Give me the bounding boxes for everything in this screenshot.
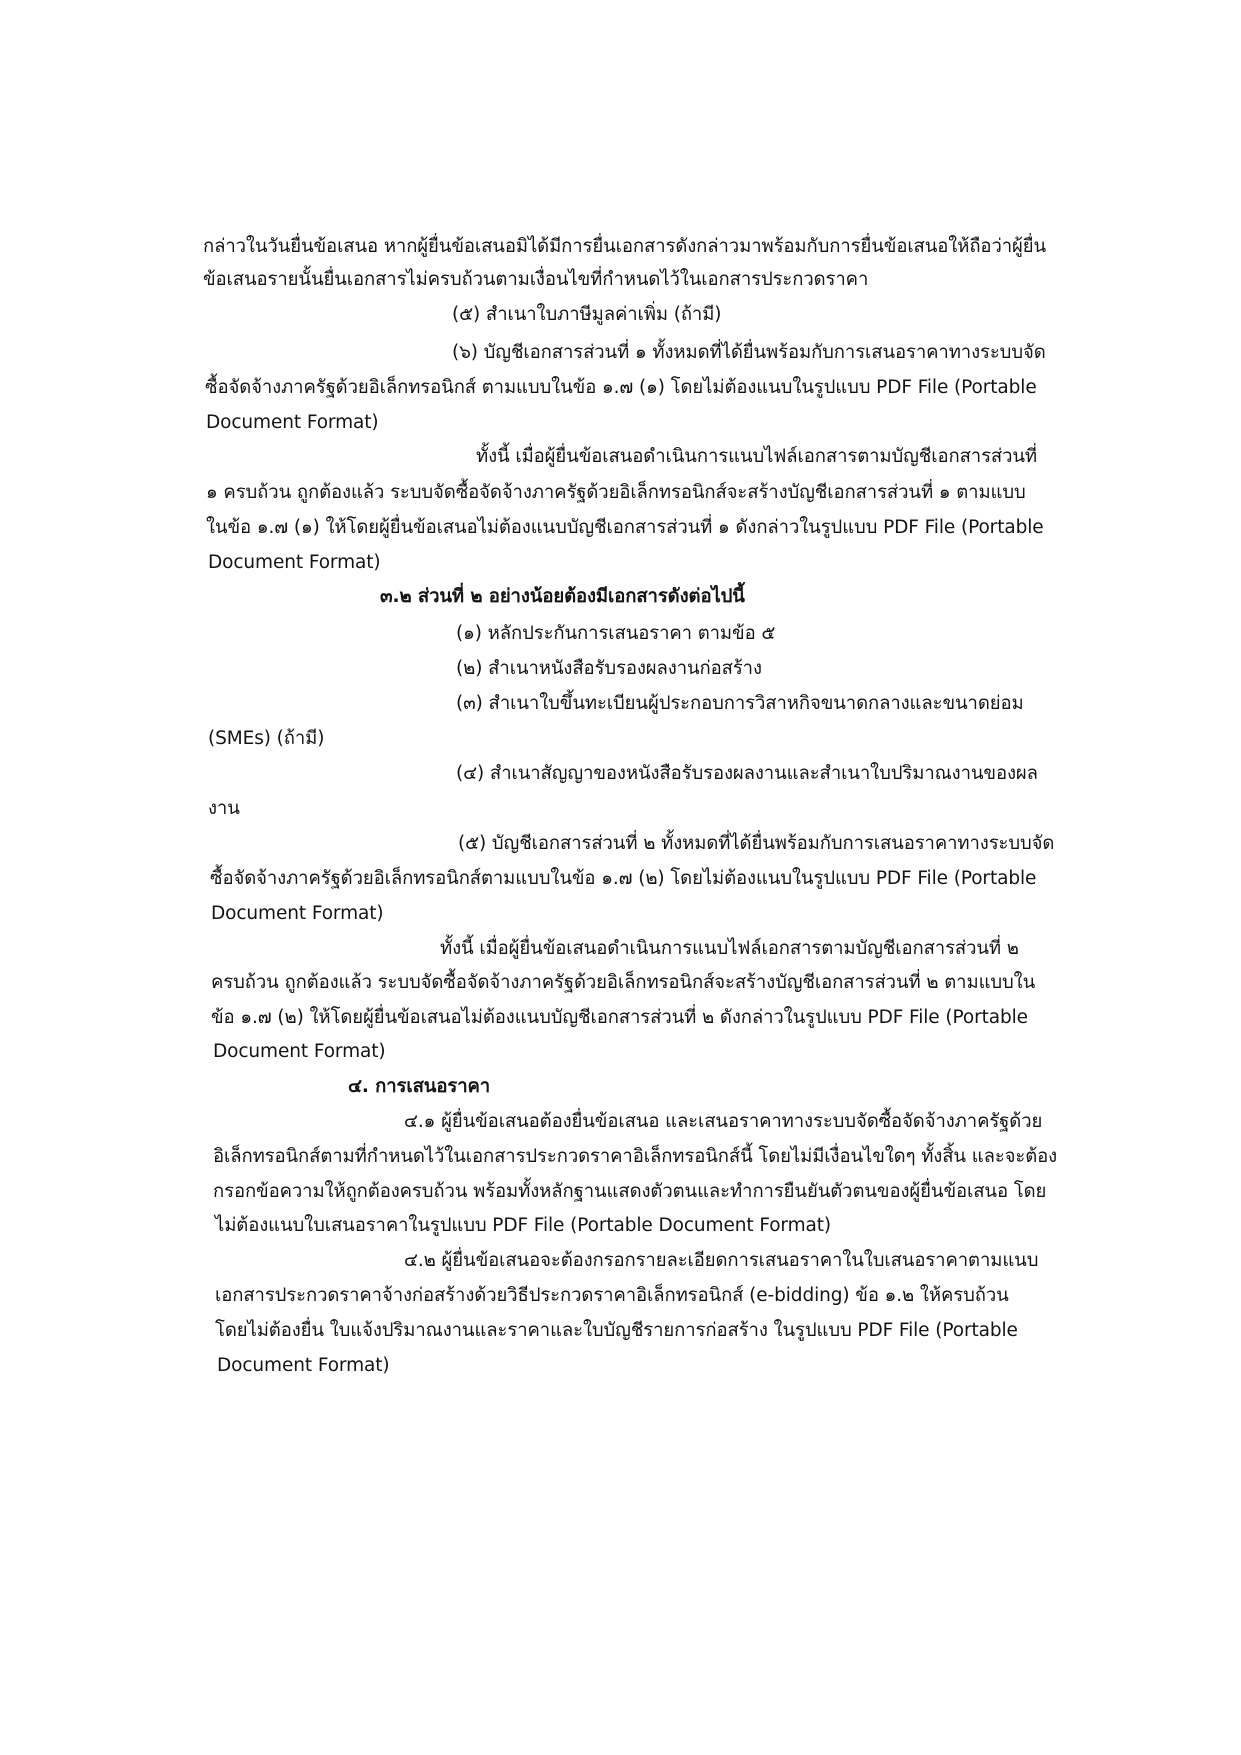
section-heading: ๓.๒ ส่วนที่ ๒ อย่างน้อยต้องมีเอกสารดังต่อไปนี้ — [380, 586, 745, 607]
text-line: ๔.๑ ผู้ยื่นข้อเสนอต้องยื่นข้อเสนอ และเสนอราคาทางระบบจัดซื้อจัดจ้างภาครัฐด้วย — [404, 1111, 1043, 1132]
section-heading: ๔. การเสนอราคา — [348, 1076, 491, 1097]
text-line: (๑) หลักประกันการเสนอราคา ตามข้อ ๕ — [456, 623, 776, 644]
text-line: (๒) สำเนาหนังสือรับรองผลงานก่อสร้าง — [456, 658, 762, 679]
text-line: (๕) สำเนาใบภาษีมูลค่าเพิ่ม (ถ้ามี) — [452, 304, 722, 325]
text-line: เอกสารประกวดราคาจ้างก่อสร้างด้วยวิธีประกวดราคาอิเล็กทรอนิกส์ (e-bidding) ข้อ ๑.๒ ให้ครบถ้วน — [215, 1285, 1009, 1306]
text-line: (๖) บัญชีเอกสารส่วนที่ ๑ ทั้งหมดที่ได้ยื่นพร้อมกับการเสนอราคาทางระบบจัด — [452, 342, 1046, 363]
text-line: ซื้อจัดจ้างภาครัฐด้วยอิเล็กทรอนิกส์ตามแบบในข้อ ๑.๗ (๒) โดยไม่ต้องแนบในรูปแบบ PDF File (Portable — [210, 868, 1037, 889]
text-line: (๔) สำเนาสัญญาของหนังสือรับรองผลงานและสำเนาใบปริมาณงานของผล — [456, 763, 1038, 784]
text-line: ไม่ต้องแนบใบเสนอราคาในรูปแบบ PDF File (Portable Document Format) — [215, 1215, 832, 1236]
text-line: Document Format) — [208, 552, 381, 573]
text-line: กล่าวในวันยื่นข้อเสนอ หากผู้ยื่นข้อเสนอมิได้มีการยื่นเอกสารดังกล่าวมาพร้อมกับการยื่นข้อเสนอให้ถือว่าผู้ยื่น — [203, 236, 1047, 257]
text-line: ซื้อจัดจ้างภาครัฐด้วยอิเล็กทรอนิกส์ ตามแบบในข้อ ๑.๗ (๑) โดยไม่ต้องแนบในรูปแบบ PDF File (Portable — [205, 377, 1037, 398]
text-line: ทั้งนี้ เมื่อผู้ยื่นข้อเสนอดำเนินการแนบไฟล์เอกสารตามบัญชีเอกสารส่วนที่ — [476, 446, 1038, 467]
text-line: Document Format) — [211, 903, 384, 924]
text-line: งาน — [208, 798, 240, 819]
text-line: ในข้อ ๑.๗ (๑) ให้โดยผู้ยื่นข้อเสนอไม่ต้องแนบบัญชีเอกสารส่วนที่ ๑ ดังกล่าวในรูปแบบ PDF File (Portable — [206, 517, 1044, 538]
text-line: กรอกข้อความให้ถูกต้องครบถ้วน พร้อมทั้งหลักฐานแสดงตัวตนและทำการยืนยันตัวตนของผู้ยื่นข้อเสนอ โดย — [213, 1181, 1047, 1202]
text-line: ครบถ้วน ถูกต้องแล้ว ระบบจัดซื้อจัดจ้างภาครัฐด้วยอิเล็กทรอนิกส์จะสร้างบัญชีเอกสารส่วนที่ ๒ ตามแบบใน — [211, 972, 1036, 993]
text-line: Document Format) — [206, 412, 379, 433]
text-line: (๕) บัญชีเอกสารส่วนที่ ๒ ทั้งหมดที่ได้ยื่นพร้อมกับการเสนอราคาทางระบบจัด — [458, 833, 1055, 854]
text-line: ข้อเสนอรายนั้นยื่นเอกสารไม่ครบถ้วนตามเงื่อนไขที่กำหนดไว้ในเอกสารประกวดราคา — [203, 269, 869, 290]
text-line: (๓) สำเนาใบขึ้นทะเบียนผู้ประกอบการวิสาหกิจขนาดกลางและขนาดย่อม — [456, 693, 1024, 714]
text-line: อิเล็กทรอนิกส์ตามที่กำหนดไว้ในเอกสารประกวดราคาอิเล็กทรอนิกส์นี้ โดยไม่มีเงื่อนไขใดๆ ทั้งสิ้น และจะต้อง — [213, 1146, 1058, 1167]
text-line: Document Format) — [213, 1041, 386, 1062]
text-line: ทั้งนี้ เมื่อผู้ยื่นข้อเสนอดำเนินการแนบไฟล์เอกสารตามบัญชีเอกสารส่วนที่ ๒ — [440, 938, 1019, 959]
text-line: โดยไม่ต้องยื่น ใบแจ้งปริมาณงานและราคาและใบบัญชีรายการก่อสร้าง ในรูปแบบ PDF File (Portable — [215, 1320, 1018, 1341]
text-line: (SMEs) (ถ้ามี) — [208, 728, 325, 749]
text-line: Document Format) — [217, 1355, 390, 1376]
text-line: ๔.๒ ผู้ยื่นข้อเสนอจะต้องกรอกรายละเอียดการเสนอราคาในใบเสนอราคาตามแนบ — [404, 1250, 1039, 1271]
text-line: ๑ ครบถ้วน ถูกต้องแล้ว ระบบจัดซื้อจัดจ้างภาครัฐด้วยอิเล็กทรอนิกส์จะสร้างบัญชีเอกสารส่วนที่ ๑ ตามแบบ — [206, 482, 1026, 503]
text-line: ข้อ ๑.๗ (๒) ให้โดยผู้ยื่นข้อเสนอไม่ต้องแนบบัญชีเอกสารส่วนที่ ๒ ดังกล่าวในรูปแบบ PDF File (Portable — [211, 1007, 1028, 1028]
